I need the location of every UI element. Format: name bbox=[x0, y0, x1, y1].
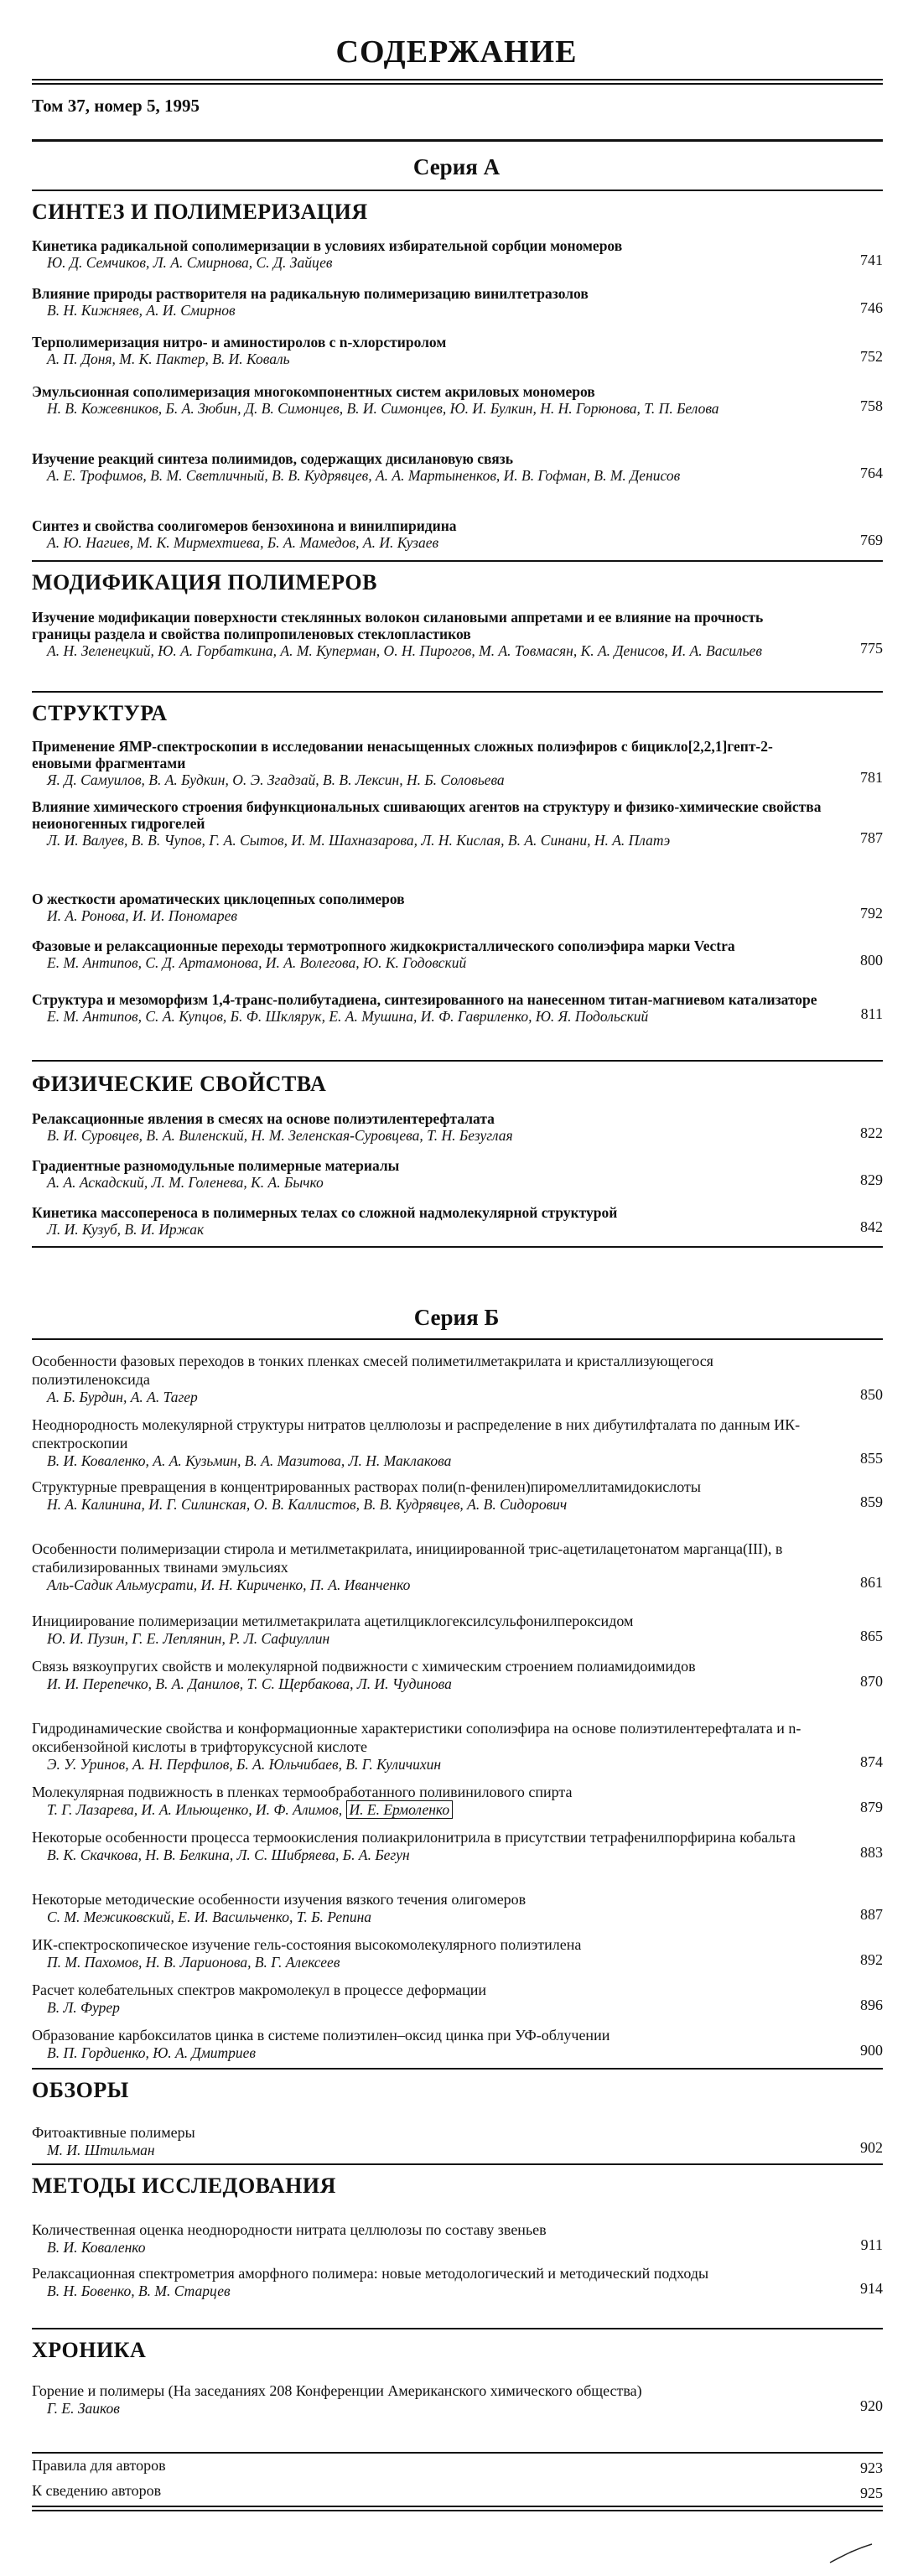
entry-authors: Ю. Д. Семчиков, Л. А. Смирнова, С. Д. Зайцев bbox=[47, 254, 333, 271]
toc-entry bbox=[32, 2457, 883, 2477]
series-a-rule bbox=[32, 190, 883, 191]
section-rule bbox=[32, 2068, 883, 2070]
toc-entry bbox=[32, 1415, 883, 1469]
entry-title: Терполимеризация нитро- и аминостиролов с n-хлорстиролом bbox=[32, 334, 447, 351]
entry-page: 850 bbox=[860, 1386, 883, 1403]
entry-authors: Л. И. Кузуб, В. И. Иржак bbox=[47, 1221, 205, 1238]
toc-entry bbox=[32, 1783, 883, 1818]
entry-page: 902 bbox=[860, 2139, 883, 2156]
toc-entry bbox=[32, 1204, 883, 1238]
toc-entry bbox=[32, 450, 883, 484]
entry-title: Горение и полимеры (На заседаниях 208 Конференции Американского химического общества) bbox=[32, 2382, 642, 2399]
toc-entry bbox=[32, 1890, 883, 1925]
entry-page: 769 bbox=[860, 532, 883, 548]
section-heading: СИНТЕЗ И ПОЛИМЕРИЗАЦИЯ bbox=[32, 200, 368, 224]
entry-page: 865 bbox=[860, 1628, 883, 1644]
entry-title: Фазовые и релаксационные переходы термотропного жидкокристаллического сополиэфира марки Vectra bbox=[32, 937, 735, 954]
entry-authors: В. К. Скачкова, Н. В. Белкина, Л. С. Шибряева, Б. А. Бегун bbox=[47, 1846, 410, 1863]
entry-title: Изучение модификации поверхности стеклянных волокон силановыми аппретами и ее влияние на прочность границы раздела и свойства полипропиленовых стеклопластиков bbox=[32, 609, 764, 642]
entry-authors: А. Б. Бурдин, А. А. Тагер bbox=[47, 1389, 198, 1405]
entry-authors: Аль-Садик Альмусрати, И. Н. Кириченко, П. А. Иванченко bbox=[47, 1576, 411, 1593]
entry-authors: В. И. Коваленко bbox=[47, 2239, 146, 2256]
entry-page: 923 bbox=[860, 2459, 883, 2476]
entry-title: Неоднородность молекулярной структуры нитратов целлюлозы и распределение в них дибутилфталата по данным ИК-спектроскопии bbox=[32, 1416, 801, 1452]
toc-entry bbox=[32, 2482, 883, 2502]
toc-entry bbox=[32, 517, 883, 551]
entry-authors: А. Е. Трофимов, В. М. Светличный, В. В. Кудрявцев, А. А. Мартыненков, И. В. Гофман, В. М. Денисов bbox=[47, 467, 681, 484]
series-b-rule bbox=[32, 1338, 883, 1340]
section-rule bbox=[32, 2328, 883, 2329]
entry-title: Синтез и свойства соолигомеров бензохинона и винилпиридина bbox=[32, 517, 457, 534]
toc-entry bbox=[32, 2123, 883, 2158]
toc-entry bbox=[32, 1981, 883, 2016]
toc-entry bbox=[32, 609, 883, 659]
toc-entry bbox=[32, 891, 883, 924]
entry-page: 800 bbox=[860, 952, 883, 969]
entry-authors: А. А. Аскадский, Л. М. Голенева, К. А. Бычко bbox=[47, 1174, 324, 1191]
entry-authors: Е. М. Антипов, С. Д. Артамонова, И. А. Волегова, Ю. К. Годовский bbox=[47, 954, 467, 971]
entry-page: 822 bbox=[860, 1124, 883, 1141]
entry-title: Фитоактивные полимеры bbox=[32, 2124, 195, 2141]
entry-authors: В. П. Гордиенко, Ю. А. Дмитриев bbox=[47, 2044, 257, 2061]
entry-page: 914 bbox=[860, 2280, 883, 2297]
toc-entry bbox=[32, 1478, 883, 1513]
entry-title: Эмульсионная сополимеризация многокомпонентных систем акриловых мономеров bbox=[32, 383, 595, 400]
toc-entry bbox=[32, 1657, 883, 1692]
toc-entry bbox=[32, 2220, 883, 2256]
entry-title: Количественная оценка неоднородности нитрата целлюлозы по составу звеньев bbox=[32, 2221, 547, 2238]
entry-title: Особенности полимеризации стирола и метилметакрилата, инициированной трис-ацетилацетонатом марганца(III), в стабилизированных твинами эмульсиях bbox=[32, 1540, 783, 1576]
entry-authors: В. И. Коваленко, А. А. Кузьмин, В. А. Мазитова, Л. Н. Маклакова bbox=[47, 1452, 452, 1469]
pen-mark-icon bbox=[826, 2541, 876, 2566]
entry-authors: П. М. Пахомов, Н. В. Ларионова, В. Г. Алексеев bbox=[47, 1954, 340, 1971]
series-b-heading: Серия Б bbox=[413, 1305, 500, 1330]
entry-authors: Г. Е. Заиков bbox=[47, 2400, 120, 2417]
entry-authors bbox=[32, 1801, 883, 1818]
entry-authors: Н. В. Кожевников, Б. А. Зюбин, Д. В. Симонцев, В. И. Симонцев, Ю. И. Булкин, Н. Н. Горюнова, Т. П. Белова bbox=[47, 400, 719, 417]
entry-page: 811 bbox=[860, 1005, 883, 1022]
entry-authors: Ю. И. Пузин, Г. Е. Леплянин, Р. Л. Сафиуллин bbox=[47, 1630, 330, 1647]
entry-title: Структурные превращения в концентрированных растворах поли(n-фенилен)пиромеллитамидокислоты bbox=[32, 1478, 701, 1495]
series-a-heading: Серия А bbox=[412, 154, 501, 179]
entry-page: 741 bbox=[860, 252, 883, 268]
toc-entry bbox=[32, 1352, 883, 1405]
entry-title: Образование карбоксилатов цинка в системе полиэтилен–оксид цинка при УФ-облучении bbox=[32, 2027, 610, 2044]
entry-page: 874 bbox=[860, 1753, 883, 1770]
entry-title: Градиентные разномодульные полимерные материалы bbox=[32, 1157, 400, 1174]
entry-title: Расчет колебательных спектров макромолекул в процессе деформации bbox=[32, 1981, 487, 1998]
entry-authors: А. П. Доня, М. К. Пактер, В. И. Коваль bbox=[47, 351, 290, 367]
entry-authors: А. Н. Зеленецкий, Ю. А. Горбаткина, А. М. Куперман, О. Н. Пирогов, М. А. Товмасян, К. А. Денисов, И. А. Васильев bbox=[47, 642, 762, 659]
section-rule bbox=[32, 2452, 883, 2454]
toc-entry bbox=[32, 237, 883, 271]
entry-page: 920 bbox=[860, 2397, 883, 2414]
entry-page: 764 bbox=[860, 465, 883, 481]
entry-title: Гидродинамические свойства и конформационные характеристики сополиэфира на основе полиэтилентерефталата и n-оксибензойной кислоты в трифторуксусной кислоте bbox=[32, 1720, 801, 1755]
entry-page: 900 bbox=[860, 2042, 883, 2059]
toc-entry bbox=[32, 738, 883, 788]
authors-text: Т. Г. Лазарева, И. А. Ильющенко, И. Ф. Алимов, bbox=[47, 1801, 343, 1818]
entry-page: 842 bbox=[860, 1218, 883, 1235]
entry-page: 787 bbox=[860, 829, 883, 846]
entry-page: 758 bbox=[860, 397, 883, 414]
toc-entry bbox=[32, 991, 883, 1025]
entry-title: Релаксационные явления в смесях на основе полиэтилентерефталата bbox=[32, 1110, 495, 1127]
entry-authors: Е. М. Антипов, С. А. Купцов, Б. Ф. Шклярук, Е. А. Мушина, И. Ф. Гавриленко, Ю. Я. Подольский bbox=[47, 1008, 649, 1025]
volume-rule bbox=[32, 139, 883, 142]
section-heading: ФИЗИЧЕСКИЕ СВОЙСТВА bbox=[32, 1072, 327, 1096]
volume-info: Том 37, номер 5, 1995 bbox=[32, 96, 200, 116]
entry-authors: И. А. Ронова, И. И. Пономарев bbox=[47, 907, 238, 924]
entry-page: 752 bbox=[860, 348, 883, 365]
entry-authors: Я. Д. Самуилов, В. А. Будкин, О. Э. Згадзай, В. В. Лексин, Н. Б. Соловьева bbox=[47, 771, 505, 788]
entry-authors: В. Н. Бовенко, В. М. Старцев bbox=[47, 2283, 231, 2299]
toc-entry bbox=[32, 937, 883, 971]
section-rule bbox=[32, 691, 883, 693]
toc-entry bbox=[32, 1719, 883, 1773]
entry-title: Некоторые особенности процесса термоокисления полиакрилонитрила в присутствии тетрафенилпорфирина кобальта bbox=[32, 1829, 796, 1846]
entry-title: Структура и мезоморфизм 1,4-транс-полибутадиена, синтезированного на нанесенном титан-магниевом катализаторе bbox=[32, 991, 817, 1008]
section-rule bbox=[32, 560, 883, 562]
entry-page: 855 bbox=[860, 1450, 883, 1467]
entry-authors: Н. А. Калинина, И. Г. Силинская, О. В. Каллистов, В. В. Кудрявцев, А. В. Сидорович bbox=[47, 1496, 568, 1513]
bottom-rule bbox=[32, 2506, 883, 2511]
entry-title: Правила для авторов bbox=[32, 2457, 166, 2474]
entry-page: 829 bbox=[860, 1171, 883, 1188]
entry-title: Инициирование полимеризации метилметакрилата ацетилциклогексилсульфонилпероксидом bbox=[32, 1613, 634, 1629]
section-heading: ХРОНИКА bbox=[32, 2338, 147, 2362]
toc-entry bbox=[32, 2026, 883, 2061]
entry-authors: С. М. Межиковский, Е. И. Васильченко, Т. Б. Репина bbox=[47, 1909, 372, 1925]
entry-title: Изучение реакций синтеза полиимидов, содержащих дисилановую связь bbox=[32, 450, 513, 467]
entry-title: Применение ЯМР-спектроскопии в исследовании ненасыщенных сложных полиэфиров с бицикло[2,2,1]гепт-2-еновыми фрагментами bbox=[32, 738, 773, 771]
entry-page: 861 bbox=[860, 1574, 883, 1591]
entry-page: 887 bbox=[860, 1906, 883, 1923]
entry-authors: А. Ю. Нагиев, М. К. Мирмехтиева, Б. А. Мамедов, А. И. Кузаев bbox=[47, 534, 439, 551]
entry-authors: М. И. Штильман bbox=[47, 2142, 155, 2158]
entry-authors: В. И. Суровцев, В. А. Виленский, Н. М. Зеленская-Суровцева, Т. Н. Безуглая bbox=[47, 1127, 513, 1144]
entry-title: О жесткости ароматических циклоцепных сополимеров bbox=[32, 891, 405, 907]
entry-page: 896 bbox=[860, 1997, 883, 2013]
entry-page: 870 bbox=[860, 1673, 883, 1690]
toc-entry bbox=[32, 1540, 883, 1593]
section-heading: МОДИФИКАЦИЯ ПОЛИМЕРОВ bbox=[32, 570, 377, 595]
entry-title: Релаксационная спектрометрия аморфного полимера: новые методологический и методический подходы bbox=[32, 2265, 709, 2282]
entry-title: Кинетика радикальной сополимеризации в условиях избирательной сорбции мономеров bbox=[32, 237, 623, 254]
entry-page: 792 bbox=[860, 905, 883, 922]
entry-title: ИК-спектроскопическое изучение гель-состояния высокомолекулярного полиэтилена bbox=[32, 1936, 582, 1953]
toc-entry bbox=[32, 1157, 883, 1191]
entry-page: 883 bbox=[860, 1844, 883, 1861]
entry-title: Связь вязкоупругих свойств и молекулярной подвижности с химическим строением полиамидоимидов bbox=[32, 1658, 696, 1675]
entry-authors: В. Л. Фурер bbox=[47, 1999, 120, 2016]
entry-title: Некоторые методические особенности изучения вязкого течения олигомеров bbox=[32, 1891, 527, 1908]
page-title: СОДЕРЖАНИЕ bbox=[335, 34, 578, 70]
entry-authors: В. Н. Кижняев, А. И. Смирнов bbox=[47, 302, 236, 319]
entry-page: 781 bbox=[860, 769, 883, 786]
entry-page: 911 bbox=[860, 2236, 883, 2253]
toc-entry bbox=[32, 1828, 883, 1863]
boxed-author: И. Е. Ермоленко bbox=[346, 1800, 454, 1819]
entry-page: 925 bbox=[860, 2485, 883, 2501]
entry-authors: Э. У. Уринов, А. Н. Перфилов, Б. А. Юльчибаев, В. Г. Куличихин bbox=[47, 1756, 442, 1773]
toc-entry bbox=[32, 285, 883, 319]
section-rule bbox=[32, 2163, 883, 2165]
entry-title: Молекулярная подвижность в пленках термообработанного поливинилового спирта bbox=[32, 1784, 573, 1800]
section-heading: МЕТОДЫ ИССЛЕДОВАНИЯ bbox=[32, 2174, 336, 2198]
title-rule bbox=[32, 79, 883, 85]
entry-page: 775 bbox=[860, 640, 883, 657]
toc-entry bbox=[32, 1935, 883, 1971]
entry-title: Влияние химического строения бифункциональных сшивающих агентов на структуру и физико-химические свойства неионогенных гидрогелей bbox=[32, 798, 822, 832]
toc-entry bbox=[32, 383, 883, 417]
toc-entry bbox=[32, 798, 883, 849]
toc-entry bbox=[32, 334, 883, 367]
entry-page: 859 bbox=[860, 1493, 883, 1510]
entry-title: Особенности фазовых переходов в тонких пленках смесей полиметилметакрилата и кристаллизующегося полиэтиленоксида bbox=[32, 1353, 713, 1388]
entry-authors: Л. И. Валуев, В. В. Чупов, Г. А. Сытов, И. М. Шахназарова, Л. Н. Кислая, В. А. Синани, Н. А. Платэ bbox=[47, 832, 671, 849]
section-rule bbox=[32, 1246, 883, 1248]
toc-entry bbox=[32, 2264, 883, 2299]
toc-entry bbox=[32, 1612, 883, 1647]
section-rule bbox=[32, 1060, 883, 1062]
section-heading: СТРУКТУРА bbox=[32, 701, 168, 725]
entry-title: Влияние природы растворителя на радикальную полимеризацию винилтетразолов bbox=[32, 285, 589, 302]
toc-entry bbox=[32, 2381, 883, 2417]
entry-authors: И. И. Перепечко, В. А. Данилов, Т. С. Щербакова, Л. И. Чудинова bbox=[47, 1675, 452, 1692]
entry-title: К сведению авторов bbox=[32, 2482, 162, 2499]
entry-page: 746 bbox=[860, 299, 883, 316]
toc-entry bbox=[32, 1110, 883, 1144]
entry-page: 879 bbox=[860, 1799, 883, 1815]
entry-page: 892 bbox=[860, 1951, 883, 1968]
entry-title: Кинетика массопереноса в полимерных телах со сложной надмолекулярной структурой bbox=[32, 1204, 618, 1221]
section-heading: ОБЗОРЫ bbox=[32, 2078, 129, 2102]
